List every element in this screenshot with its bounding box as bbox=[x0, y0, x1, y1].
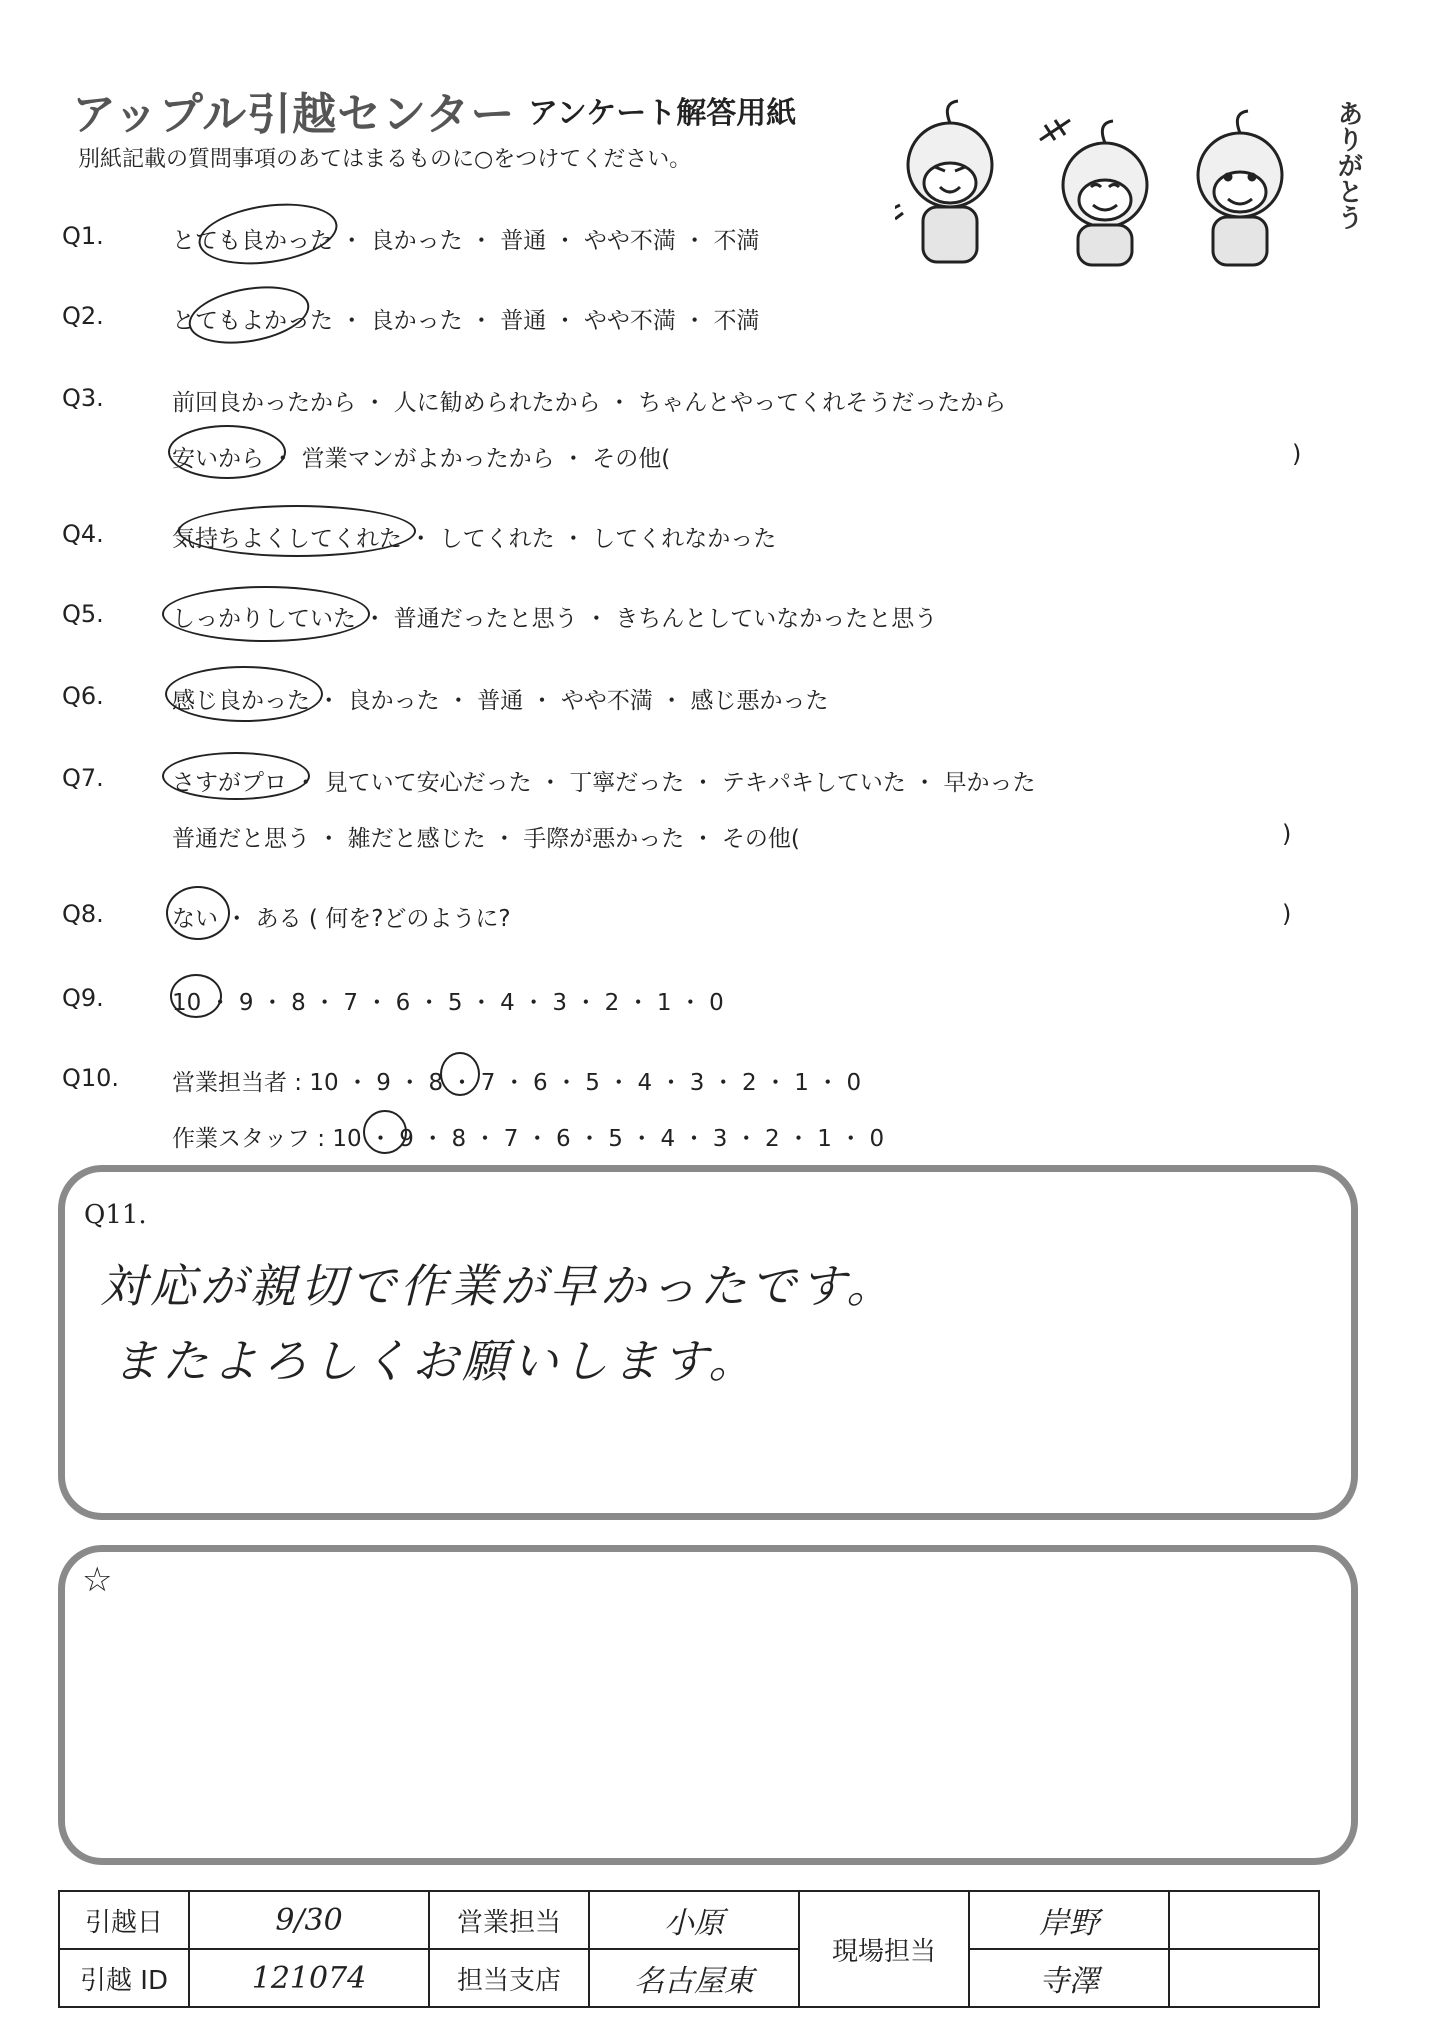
q9-options[interactable]: 10 ・ 9 ・ 8 ・ 7 ・ 6 ・ 5 ・ 4 ・ 3 ・ 2 ・ 1 ・ 0 bbox=[172, 990, 724, 1016]
empty-cell-1 bbox=[1169, 1891, 1319, 1949]
q11-comment-line1: 対応が親切で作業が早かったです。 bbox=[100, 1259, 897, 1313]
empty-cell-2 bbox=[1169, 1949, 1319, 2007]
q8-answer-circle bbox=[166, 886, 230, 940]
q3-close-paren: ) bbox=[1292, 440, 1302, 468]
q7-options-line2[interactable]: 普通だと思う ・ 雑だと感じた ・ 手際が悪かった ・ その他( bbox=[172, 826, 800, 852]
q5-answer-circle bbox=[162, 586, 370, 642]
site-rep-value-1: 岸野 bbox=[969, 1891, 1169, 1949]
q2-label: Q2. bbox=[62, 302, 104, 330]
q7-answer-circle bbox=[162, 752, 310, 800]
instruction-text: 別紙記載の質問事項のあてはまるものに○をつけてください。 bbox=[78, 147, 692, 172]
q11-label: Q11. bbox=[84, 1200, 147, 1230]
q10-sales-options[interactable]: 営業担当者 : 10 ・ 9 ・ 8 ・ 7 ・ 6 ・ 5 ・ 4 ・ 3 ・ 2 ・ 1 ・ 0 bbox=[172, 1070, 862, 1096]
q8-options[interactable]: ない ・ ある ( 何を?どのように? bbox=[172, 906, 511, 932]
q10-sales-answer-circle bbox=[440, 1052, 480, 1096]
q8-label: Q8. bbox=[62, 900, 104, 928]
q6-answer-circle bbox=[165, 666, 323, 722]
q10-staff-answer-circle bbox=[363, 1110, 407, 1154]
q6-options[interactable]: 感じ良かった ・ 良かった ・ 普通 ・ やや不満 ・ 感じ悪かった bbox=[172, 688, 829, 714]
sales-rep-value: 小原 bbox=[589, 1891, 799, 1949]
q1-options[interactable]: とても良かった ・ 良かった ・ 普通 ・ やや不満 ・ 不満 bbox=[172, 228, 760, 254]
move-date-value: 9/30 bbox=[189, 1891, 429, 1949]
q10-label: Q10. bbox=[62, 1064, 120, 1092]
q8-close-paren: ) bbox=[1282, 900, 1292, 928]
site-rep-label: 現場担当 bbox=[799, 1891, 969, 2007]
q9-label: Q9. bbox=[62, 984, 104, 1012]
q4-answer-circle bbox=[178, 505, 416, 557]
star-icon: ☆ bbox=[82, 1560, 113, 1600]
company-title: アップル引越センター bbox=[72, 89, 516, 140]
q7-close-paren: ) bbox=[1282, 820, 1292, 848]
q2-options[interactable]: とてもよかった ・ 良かった ・ 普通 ・ やや不満 ・ 不満 bbox=[172, 308, 760, 334]
move-id-label: 引越 ID bbox=[59, 1949, 189, 2007]
q7-label: Q7. bbox=[62, 764, 104, 792]
q9-answer-circle bbox=[170, 974, 222, 1018]
monkey-mascots-illustration bbox=[895, 95, 1355, 270]
q11-comment-line2: またよろしくお願いします。 bbox=[112, 1334, 759, 1388]
q5-options[interactable]: しっかりしていた ・ 普通だったと思う ・ きちんとしていなかったと思う bbox=[172, 606, 938, 632]
site-rep-value-2: 寺澤 bbox=[969, 1949, 1169, 2007]
branch-value: 名古屋東 bbox=[589, 1949, 799, 2007]
q6-label: Q6. bbox=[62, 682, 104, 710]
q3-label: Q3. bbox=[62, 384, 104, 412]
q4-label: Q4. bbox=[62, 520, 104, 548]
form-title: アンケート解答用紙 bbox=[528, 96, 797, 131]
move-info-table bbox=[58, 1890, 1320, 2008]
move-id-value: 121074 bbox=[189, 1949, 429, 2007]
star-comment-box bbox=[58, 1545, 1358, 1865]
q3-options-line2[interactable]: 安いから ・ 営業マンがよかったから ・ その他( bbox=[172, 446, 671, 472]
sales-rep-label: 営業担当 bbox=[429, 1891, 589, 1949]
q10-staff-options[interactable]: 作業スタッフ : 10 ・ 9 ・ 8 ・ 7 ・ 6 ・ 5 ・ 4 ・ 3 ・ 2 ・ 1 ・ 0 bbox=[172, 1126, 885, 1152]
q3-answer-circle bbox=[168, 425, 286, 479]
q1-label: Q1. bbox=[62, 222, 104, 250]
q3-options-line1[interactable]: 前回良かったから ・ 人に勧められたから ・ ちゃんとやってくれそうだったから bbox=[172, 390, 1007, 416]
q5-label: Q5. bbox=[62, 600, 104, 628]
q7-options-line1[interactable]: さすがプロ ・ 見ていて安心だった ・ 丁寧だった ・ テキパキしていた ・ 早かった bbox=[172, 770, 1036, 796]
mascot-caption: ありがとう bbox=[1333, 100, 1363, 230]
q2-answer-circle bbox=[184, 278, 314, 352]
q1-answer-circle bbox=[195, 196, 342, 273]
q4-options[interactable]: 気持ちよくしてくれた ・ してくれた ・ してくれなかった bbox=[172, 526, 777, 552]
move-date-label: 引越日 bbox=[59, 1891, 189, 1949]
branch-label: 担当支店 bbox=[429, 1949, 589, 2007]
